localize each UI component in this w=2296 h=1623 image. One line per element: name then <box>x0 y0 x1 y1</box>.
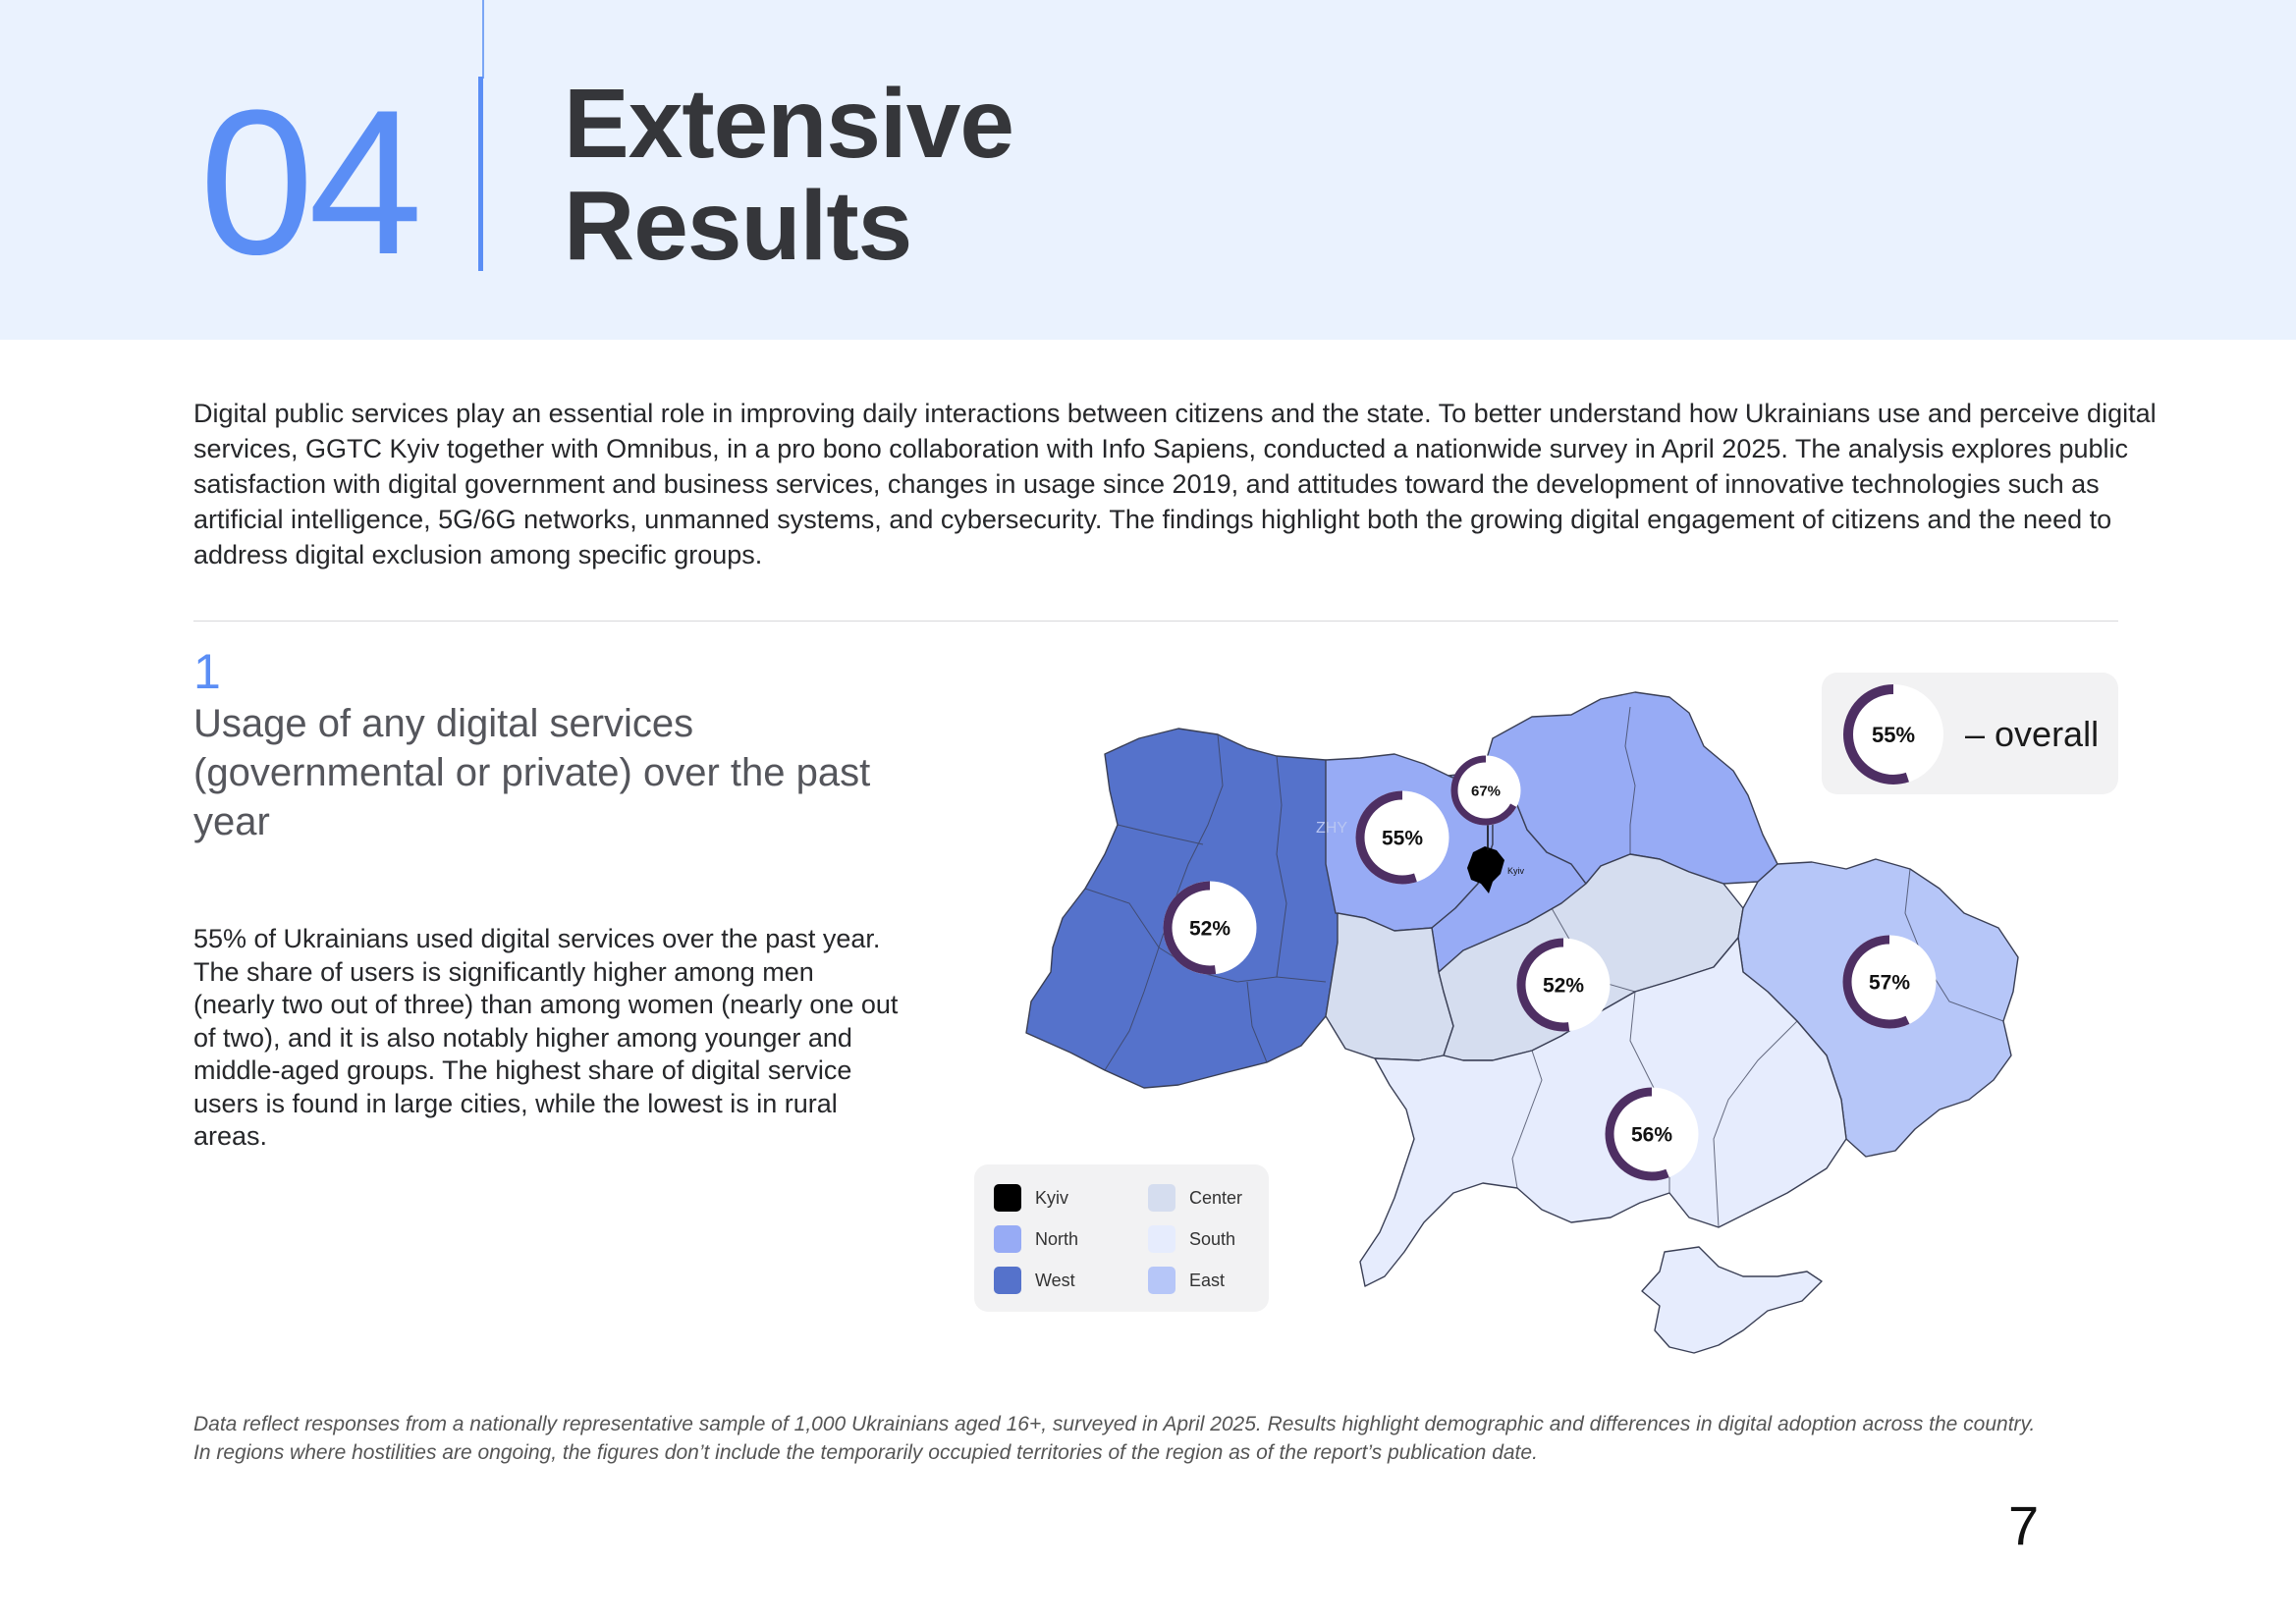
footnote <box>193 1410 2266 1467</box>
donut-center-label: 52% <box>1542 974 1585 998</box>
section-number: 04 <box>199 67 417 298</box>
intro-paragraph: Digital public services play an essential role in improving daily interactions between citizens and the state. To better understand how Ukrainians use and perceive digital services, GGTC Kyiv together with Omnibus, in a pro bono collaboration with Info Sapiens, conducted a nationwide survey in April 2025. The analysis explores public satisfaction with digital government and business services, changes in usage since 2019, and attitudes toward the development of innovative technologies such as artificial intelligence, 5G/6G networks, unmanned systems, and cybersecurity. The findings highlight both the growing digital engagement of citizens and the need to address digital exclusion among specific groups. <box>193 399 2157 569</box>
donut-kyiv-label: 67% <box>1470 783 1502 800</box>
footnote-line1: Data reflect responses from a nationally representative sample of 1,000 Ukrainians aged 16+, surveyed in April 2025. Results highlight demographic and differences in digital adoption across the country. <box>193 1413 2036 1435</box>
footnote-line2: In regions where hostilities are ongoing, the figures don’t include the temporarily occupied territories of the region as of the report’s publication date. <box>193 1441 1538 1464</box>
overall-text: – overall <box>1965 714 2100 754</box>
subsection-number: 1 <box>193 644 221 699</box>
legend-swatch-kyiv <box>994 1184 1021 1212</box>
donut-kyiv <box>1451 756 1521 826</box>
donut-south <box>1606 1088 1699 1181</box>
legend-item-south <box>1148 1225 1235 1253</box>
donut-north-label: 55% <box>1381 827 1424 850</box>
legend-swatch-east <box>1148 1267 1175 1294</box>
donut-overall-label: 55% <box>1871 722 1916 747</box>
legend-label-south: South <box>1189 1228 1236 1249</box>
section-title-line2: Results <box>564 171 912 281</box>
donut-north <box>1356 791 1449 885</box>
legend-item-north <box>994 1225 1078 1253</box>
legend-item-center <box>1148 1184 1242 1212</box>
legend-label-west: West <box>1035 1270 1075 1290</box>
donut-south-label: 56% <box>1630 1123 1673 1147</box>
legend-item-kyiv <box>994 1184 1068 1212</box>
donut-overall <box>1843 684 1943 784</box>
legend-swatch-north <box>994 1225 1021 1253</box>
legend-label-kyiv: Kyiv <box>1035 1187 1069 1208</box>
page-number: 7 <box>2008 1494 2040 1556</box>
kyiv-city-label: Kyiv <box>1507 866 1525 876</box>
section-title-line1: Extensive <box>564 69 1013 179</box>
legend-label-east: East <box>1189 1270 1226 1290</box>
legend-item-east <box>1148 1267 1225 1294</box>
section-divider <box>193 621 2118 622</box>
donut-east <box>1843 936 1937 1029</box>
donut-center <box>1517 939 1611 1032</box>
header-divider-thin <box>482 0 484 79</box>
zhy-label: ZHY <box>1316 820 1347 837</box>
legend-swatch-west <box>994 1267 1021 1294</box>
map-legend <box>974 1164 1269 1312</box>
legend-swatch-south <box>1148 1225 1175 1253</box>
legend-label-center: Center <box>1189 1187 1243 1208</box>
region-crimea <box>1642 1247 1822 1353</box>
donut-west-label: 52% <box>1188 917 1231 941</box>
legend-swatch-center <box>1148 1184 1175 1212</box>
header-divider <box>478 77 483 271</box>
donut-east-label: 57% <box>1868 971 1911 995</box>
legend-item-west <box>994 1267 1075 1294</box>
subsection-body: 55% of Ukrainians used digital services over the past year. The share of users is significantly higher among men (nearly two out of three) than among women (nearly one out of two), and it is also notably higher among younger and middle-aged groups. The highest share of digital service users is found in large cities, while the lowest is in rural areas. <box>193 924 899 1151</box>
donut-west <box>1164 882 1257 975</box>
subsection-title: Usage of any digital services (governmental or private) over the past year <box>193 702 871 843</box>
legend-label-north: North <box>1035 1228 1079 1249</box>
section-title <box>564 69 1013 281</box>
